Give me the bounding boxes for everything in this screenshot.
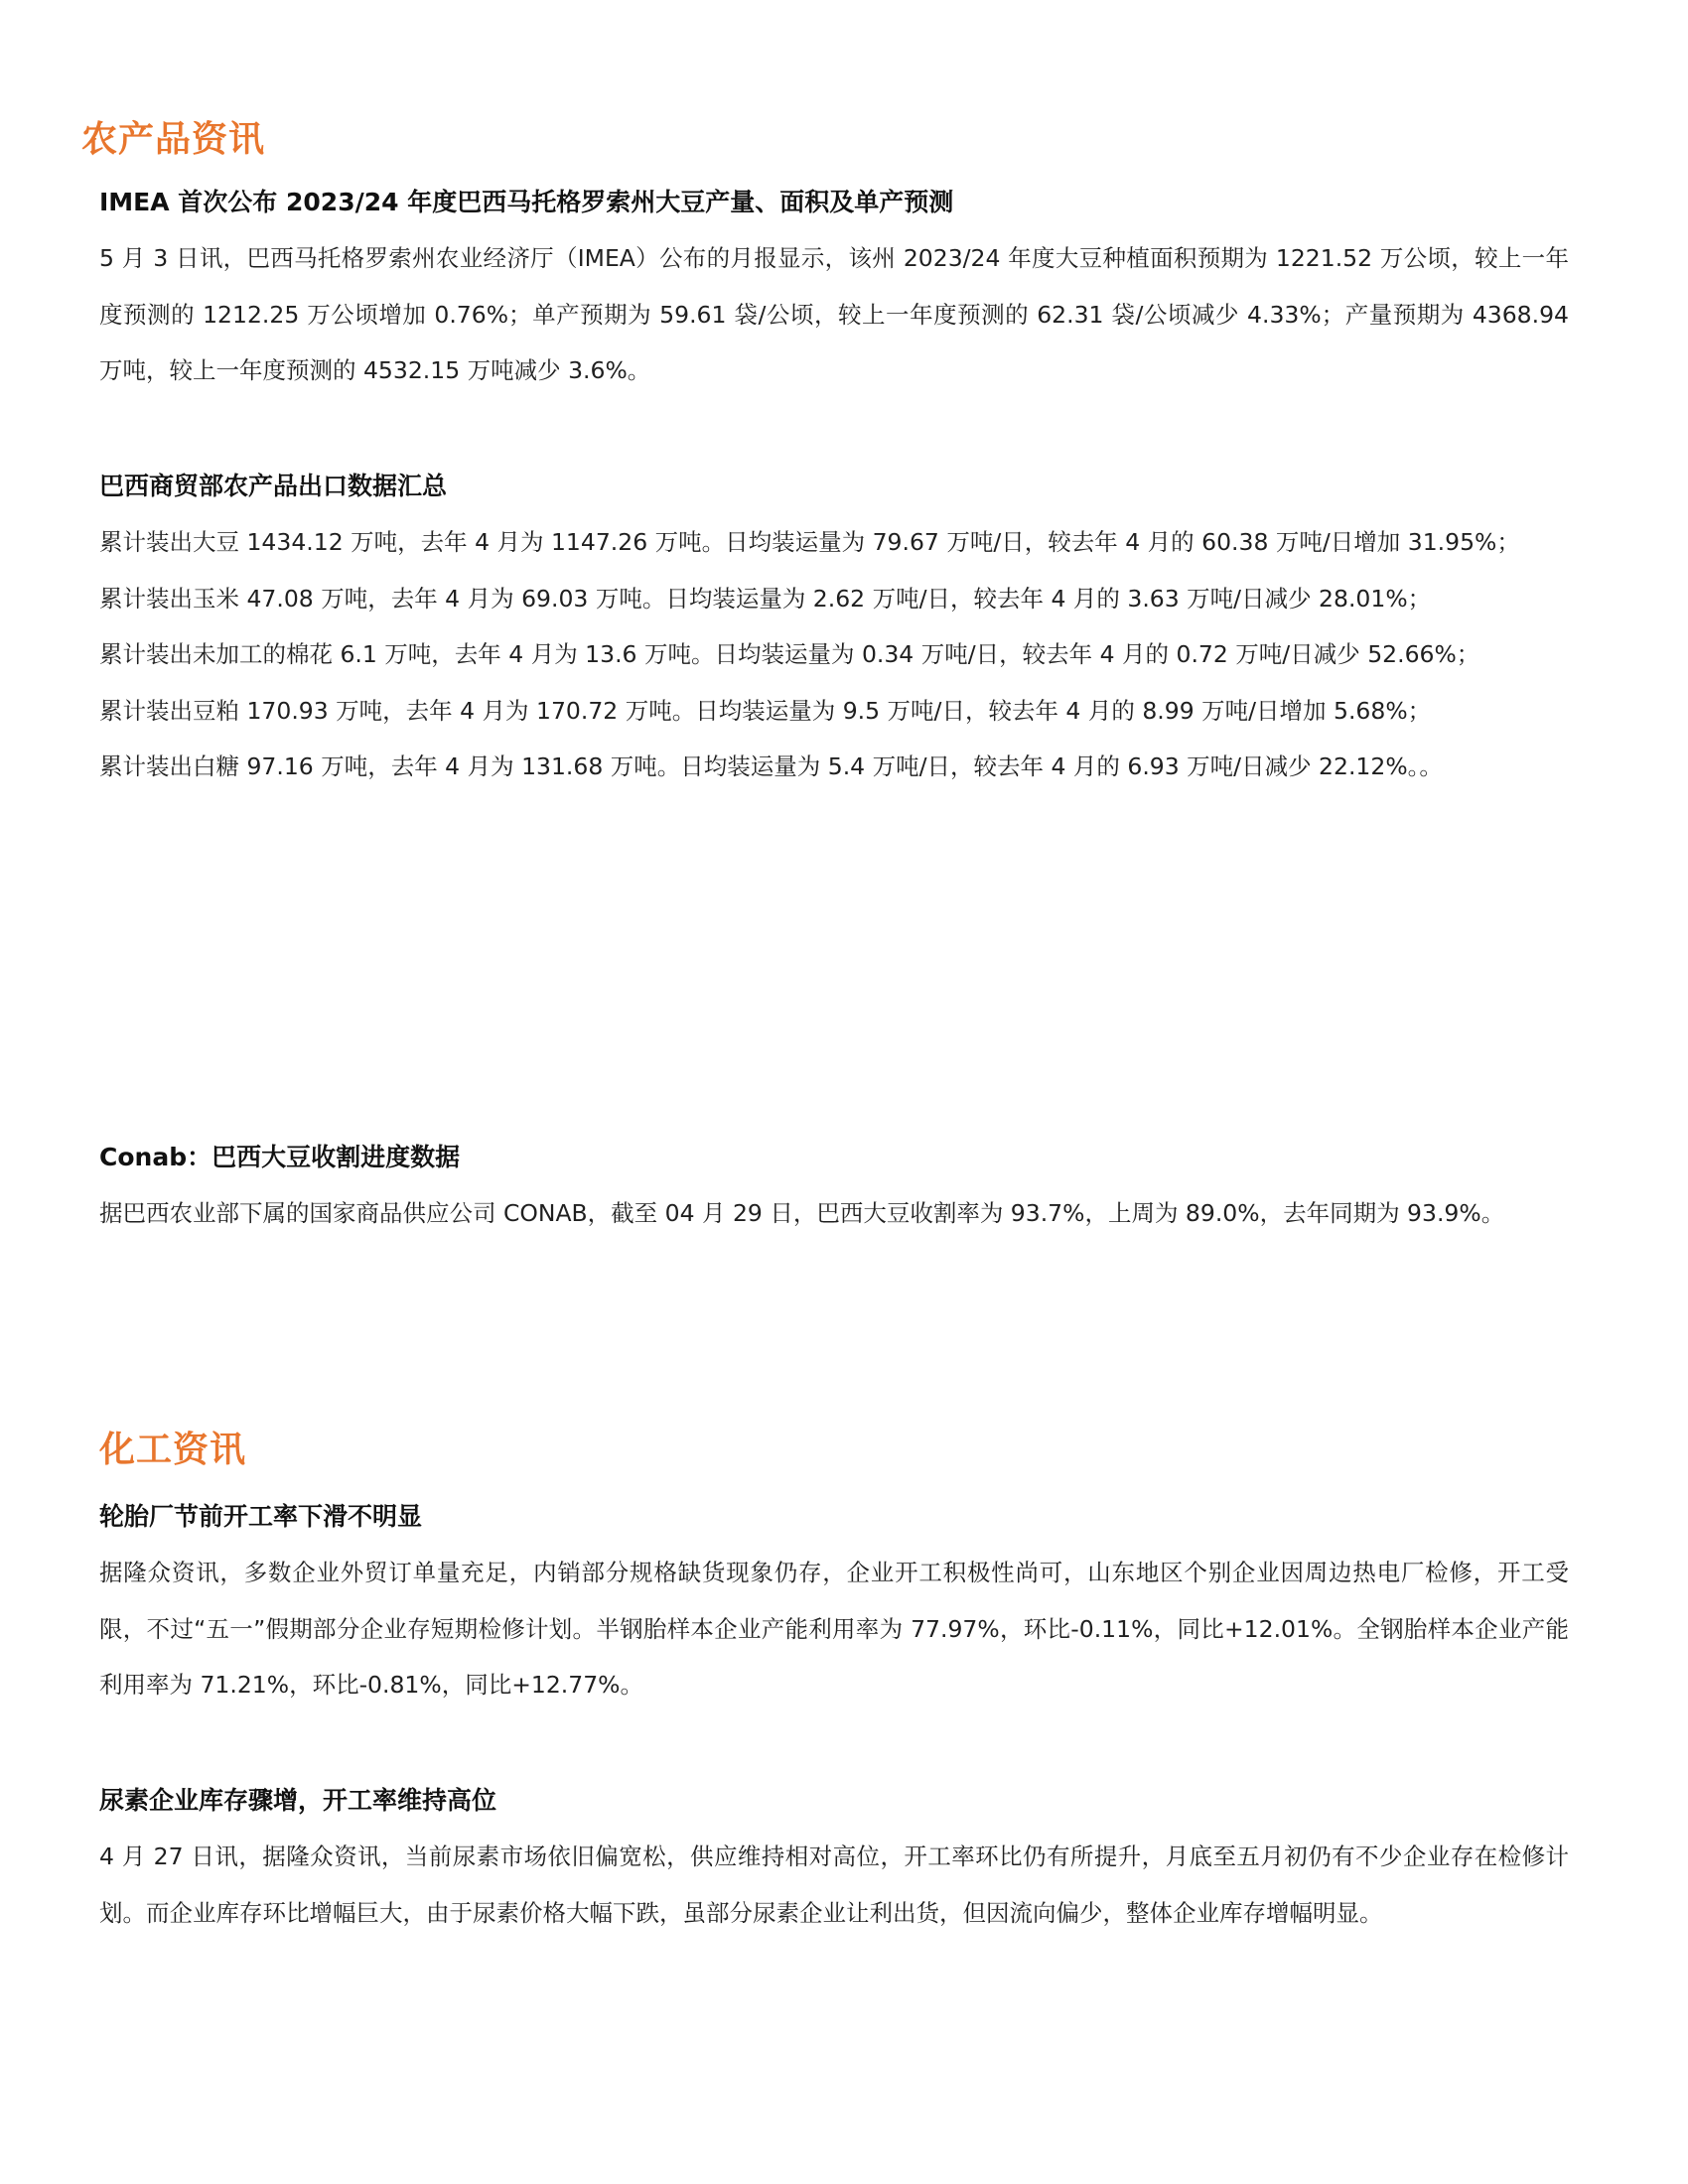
article-conab <box>99 1138 1569 1242</box>
article-paragraph: 5 月 3 日讯，巴西马托格罗索州农业经济厅（IMEA）公布的月报显示，该州 2023/24 年度大豆种植面积预期为 1221.52 万公顷，较上一年度预测的 1212.25 万公顷增加 0.76%；单产预期为 59.61 袋/公顷，较上一年度预测的 62.31 袋/公顷减少 4.33%；产量预期为 4368.94 万吨，较上一年度预测的 4532.15 万吨减少 3.6%。 <box>99 244 1569 384</box>
article-imea <box>99 183 1569 399</box>
article-paragraph: 4 月 27 日讯，据隆众资讯，当前尿素市场依旧偏宽松，供应维持相对高位，开工率环比仍有所提升，月底至五月初仍有不少企业存在检修计划。而企业库存环比增幅巨大，由于尿素价格大幅下跌，虽部分尿素企业让利出货，但因流向偏少，整体企业库存增幅明显。 <box>99 1843 1569 1927</box>
article-title: 轮胎厂节前开工率下滑不明显 <box>99 1502 423 1531</box>
article-paragraph: 累计装出大豆 1434.12 万吨，去年 4 月为 1147.26 万吨。日均装运量为 79.67 万吨/日，较去年 4 月的 60.38 万吨/日增加 31.95%； <box>99 528 1520 556</box>
article-paragraph: 累计装出白糖 97.16 万吨，去年 4 月为 131.68 万吨。日均装运量为 5.4 万吨/日，较去年 4 月的 6.93 万吨/日减少 22.12%。。 <box>99 752 1443 780</box>
article-tire-plants <box>99 1497 1569 1713</box>
article-title: IMEA 首次公布 2023/24 年度巴西马托格罗索州大豆产量、面积及单产预测 <box>99 188 954 216</box>
section-title-chemicals: 化工资讯 <box>99 1430 247 1470</box>
article-paragraph: 累计装出未加工的棉花 6.1 万吨，去年 4 月为 13.6 万吨。日均装运量为 0.34 万吨/日，较去年 4 月的 0.72 万吨/日减少 52.66%； <box>99 640 1480 668</box>
section-title-agriculture: 农产品资讯 <box>81 119 266 160</box>
article-title: 尿素企业库存骤增，开工率维持高位 <box>99 1786 497 1815</box>
article-paragraph: 据巴西农业部下属的国家商品供应公司 CONAB，截至 04 月 29 日，巴西大豆收割率为 93.7%，上周为 89.0%，去年同期为 93.9%。 <box>99 1199 1505 1227</box>
article-paragraph: 累计装出豆粕 170.93 万吨，去年 4 月为 170.72 万吨。日均装运量为 9.5 万吨/日，较去年 4 月的 8.99 万吨/日增加 5.68%； <box>99 696 1432 725</box>
article-urea-inventory <box>99 1781 1569 1941</box>
article-paragraph: 累计装出玉米 47.08 万吨，去年 4 月为 69.03 万吨。日均装运量为 2.62 万吨/日，较去年 4 月的 3.63 万吨/日减少 28.01%； <box>99 584 1432 613</box>
article-title: Conab：巴西大豆收割进度数据 <box>99 1143 461 1171</box>
article-paragraph: 据隆众资讯，多数企业外贸订单量充足，内销部分规格缺货现象仍存，企业开工积极性尚可，山东地区个别企业因周边热电厂检修，开工受限，不过“五一”假期部分企业存短期检修计划。半钢胎样本企业产能利用率为 77.97%，环比-0.11%，同比+12.01%。全钢胎样本企业产能利用率为 71.21%，环比-0.81%，同比+12.77%。 <box>99 1559 1569 1699</box>
article-brazil-exports <box>99 467 1569 795</box>
article-title: 巴西商贸部农产品出口数据汇总 <box>99 472 448 500</box>
